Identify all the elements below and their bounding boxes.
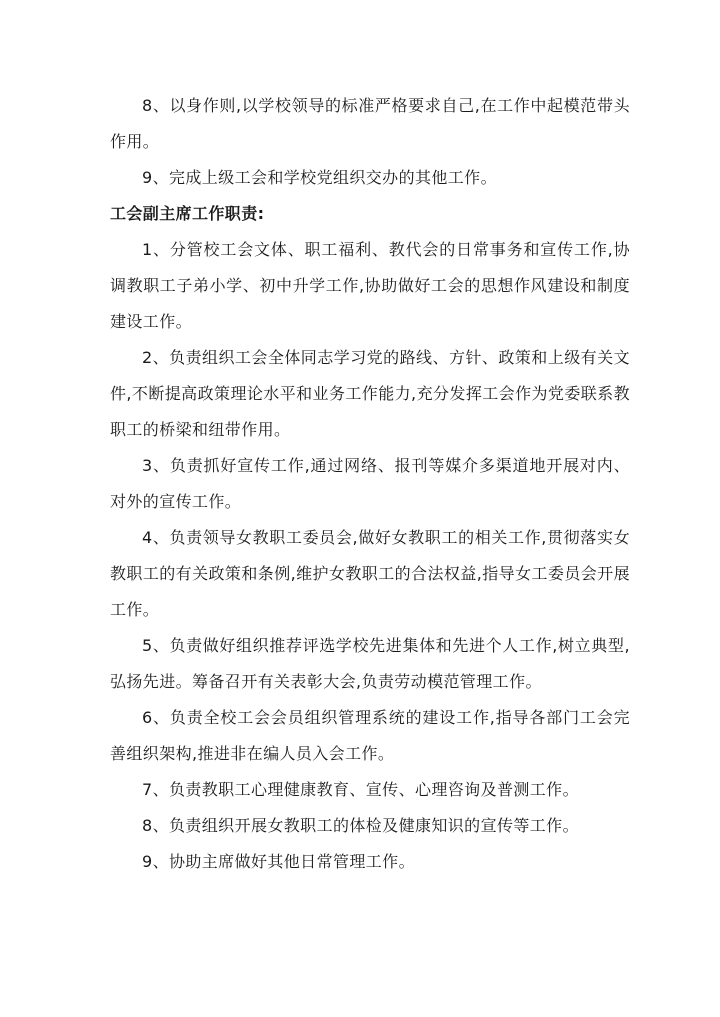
duty-item-8: 8、负责组织开展女教职工的体检及健康知识的宣传等工作。 bbox=[142, 816, 579, 835]
duty-item-3: 3、负责抓好宣传工作,通过网络、报刊等媒介多渠道地开展对内、对外的宣传工作。 bbox=[110, 456, 630, 511]
document-body bbox=[110, 88, 630, 880]
duty-item-5: 5、负责做好组织推荐评选学校先进集体和先进个人工作,树立典型,弘扬先进。筹备召开有关表彰大会,负责劳动模范管理工作。 bbox=[110, 636, 630, 691]
duty-item-1: 1、分管校工会文体、职工福利、教代会的日常事务和宣传工作,协调教职工子弟小学、初中升学工作,协助做好工会的思想作风建设和制度建设工作。 bbox=[110, 240, 630, 331]
duty-item-6: 6、负责全校工会会员组织管理系统的建设工作,指导各部门工会完善组织架构,推进非在编人员入会工作。 bbox=[110, 708, 630, 763]
paragraph-item-9: 9、完成上级工会和学校党组织交办的其他工作。 bbox=[142, 168, 497, 187]
duty-item-9: 9、协助主席做好其他日常管理工作。 bbox=[142, 852, 415, 871]
paragraph-item-8: 8、以身作则,以学校领导的标准严格要求自己,在工作中起模范带头作用。 bbox=[110, 96, 630, 151]
duty-item-2: 2、负责组织工会全体同志学习党的路线、方针、政策和上级有关文件,不断提高政策理论水平和业务工作能力,充分发挥工会作为党委联系教职工的桥梁和纽带作用。 bbox=[110, 348, 630, 439]
duty-item-4: 4、负责领导女教职工委员会,做好女教职工的相关工作,贯彻落实女教职工的有关政策和条例,维护女教职工的合法权益,指导女工委员会开展工作。 bbox=[110, 528, 630, 619]
section-heading: 工会副主席工作职责: bbox=[110, 204, 265, 223]
duty-item-7: 7、负责教职工心理健康教育、宣传、心理咨询及普测工作。 bbox=[142, 780, 579, 799]
